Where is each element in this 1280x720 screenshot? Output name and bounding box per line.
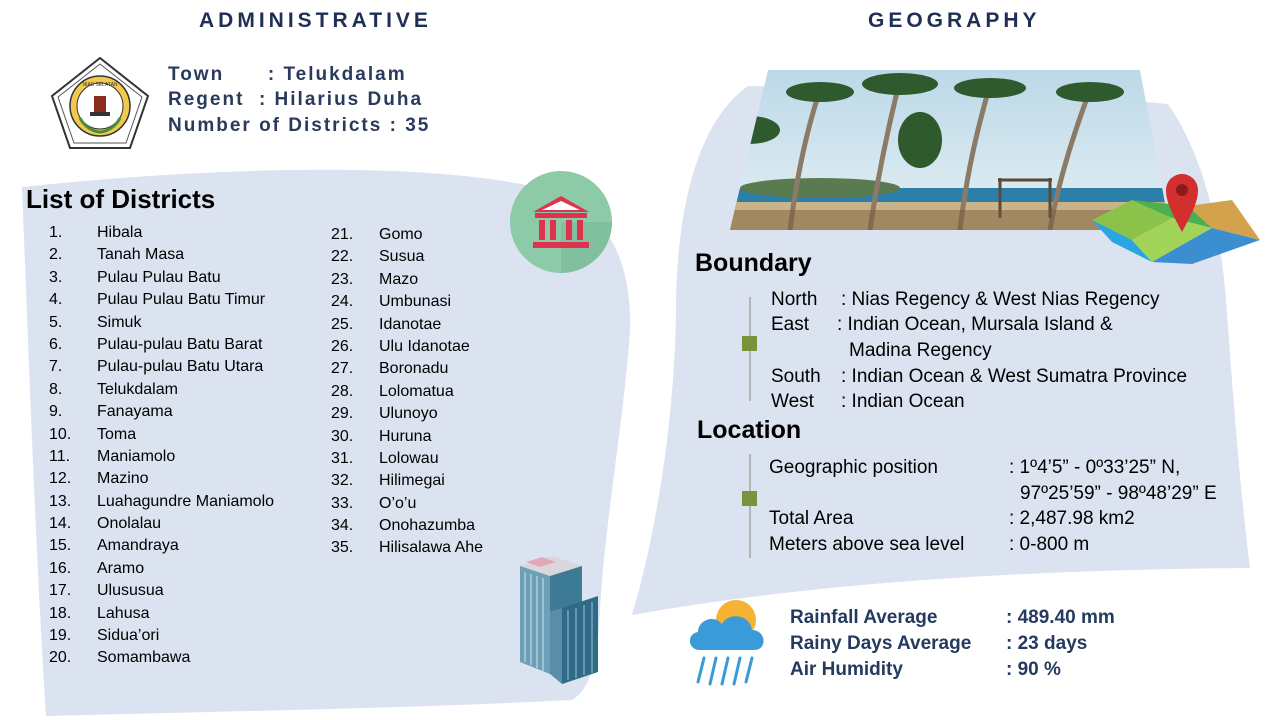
district-number: 22. bbox=[331, 248, 354, 266]
district-number: 23. bbox=[331, 270, 354, 288]
district-name: Onolalau bbox=[97, 515, 162, 533]
district-item bbox=[331, 515, 483, 537]
district-item bbox=[331, 224, 483, 246]
district-item bbox=[49, 491, 274, 513]
district-number: 32. bbox=[331, 472, 354, 490]
north-label: North bbox=[771, 289, 818, 310]
district-number: 33. bbox=[331, 494, 354, 512]
district-number: 10. bbox=[49, 425, 72, 443]
district-number: 34. bbox=[331, 517, 354, 535]
district-number: 15. bbox=[49, 537, 72, 555]
district-name: Aramo bbox=[97, 559, 145, 577]
district-name: Mazino bbox=[97, 470, 149, 488]
district-item bbox=[49, 334, 274, 356]
district-number: 24. bbox=[331, 293, 354, 311]
district-name: Onohazumba bbox=[379, 517, 476, 535]
district-number: 4. bbox=[49, 291, 63, 309]
district-item bbox=[331, 470, 483, 492]
district-name: Toma bbox=[97, 425, 137, 443]
geo-label: Geographic position bbox=[769, 457, 938, 478]
rainfall-label: Rainfall Average bbox=[790, 607, 938, 628]
rainy-days-value: : 23 days bbox=[1006, 633, 1088, 654]
district-name: Lahusa bbox=[97, 604, 150, 622]
district-number: 14. bbox=[49, 515, 72, 533]
boundary-north bbox=[771, 287, 1160, 313]
location-marker bbox=[742, 491, 757, 506]
district-name: Mazo bbox=[379, 270, 419, 288]
district-name: Sidua’ori bbox=[97, 627, 160, 645]
district-name: Maniamolo bbox=[97, 447, 176, 465]
district-item bbox=[331, 403, 483, 425]
district-item bbox=[331, 269, 483, 291]
district-number: 16. bbox=[49, 559, 72, 577]
district-item bbox=[331, 291, 483, 313]
regency-logo bbox=[50, 56, 150, 150]
district-name: Tanah Masa bbox=[97, 246, 185, 264]
district-item bbox=[331, 381, 483, 403]
district-number: 31. bbox=[331, 449, 354, 467]
district-name: Pulau Pulau Batu Timur bbox=[97, 291, 266, 309]
districts-count-line: Number of Districts : 35 bbox=[168, 115, 431, 136]
east-value-continued: Madina Regency bbox=[849, 340, 992, 361]
south-label: South bbox=[771, 366, 821, 387]
district-item bbox=[49, 647, 274, 669]
district-number: 35. bbox=[331, 539, 354, 557]
government-building-icon bbox=[509, 170, 613, 274]
humidity-value: : 90 % bbox=[1006, 659, 1061, 680]
area-value: : 2,487.98 km2 bbox=[1009, 508, 1135, 529]
district-item bbox=[49, 312, 274, 334]
district-name: Hilisalawa Ahe bbox=[379, 539, 484, 557]
district-list-right bbox=[331, 224, 483, 560]
east-value: : Indian Ocean, Mursala Island & bbox=[837, 314, 1113, 335]
rainy-days-label: Rainy Days Average bbox=[790, 633, 972, 654]
district-name: Ulususua bbox=[97, 582, 164, 600]
location-title: Location bbox=[697, 416, 802, 444]
district-item bbox=[49, 379, 274, 401]
district-name: Hibala bbox=[97, 224, 143, 241]
district-item bbox=[331, 314, 483, 336]
district-name: Susua bbox=[379, 248, 425, 266]
district-name: Amandraya bbox=[97, 537, 179, 555]
district-number: 11. bbox=[49, 447, 71, 465]
district-name: Fanayama bbox=[97, 403, 173, 421]
district-number: 8. bbox=[49, 380, 63, 398]
district-name: Umbunasi bbox=[379, 293, 452, 311]
district-number: 18. bbox=[49, 604, 72, 622]
district-name: Pulau Pulau Batu bbox=[97, 268, 221, 286]
district-name: Telukdalam bbox=[97, 380, 178, 398]
area-label: Total Area bbox=[769, 508, 854, 529]
boundary-east bbox=[771, 312, 1113, 338]
district-name: Huruna bbox=[379, 427, 432, 445]
district-item bbox=[49, 244, 274, 266]
district-item bbox=[49, 356, 274, 378]
district-number: 13. bbox=[49, 492, 72, 510]
administrative-heading: ADMINISTRATIVE bbox=[199, 9, 432, 32]
district-item bbox=[331, 537, 483, 559]
district-number: 28. bbox=[331, 382, 354, 400]
list-of-districts-title: List of Districts bbox=[26, 184, 216, 214]
district-item bbox=[49, 267, 274, 289]
district-name: Ulu Idanotae bbox=[379, 337, 470, 355]
district-item bbox=[49, 558, 274, 580]
district-item bbox=[49, 603, 274, 625]
logo-text: NIAS SELATAN bbox=[82, 82, 118, 88]
district-number: 12. bbox=[49, 470, 72, 488]
location-geographic bbox=[769, 455, 1180, 481]
district-item bbox=[49, 625, 274, 647]
district-number: 2. bbox=[49, 246, 63, 264]
district-item bbox=[331, 358, 483, 380]
district-number: 30. bbox=[331, 427, 354, 445]
district-name: Hilimegai bbox=[379, 472, 445, 490]
district-name: Lolowau bbox=[379, 449, 439, 467]
district-number: 9. bbox=[49, 403, 63, 421]
boundary-marker bbox=[742, 336, 757, 351]
district-name: Somambawa bbox=[97, 649, 191, 667]
map-pin-icon bbox=[1092, 170, 1262, 270]
location-area bbox=[769, 506, 1135, 532]
rain-cloud-sun-icon bbox=[684, 598, 774, 690]
district-item bbox=[49, 289, 274, 311]
district-name: Simuk bbox=[97, 313, 142, 331]
town-line: Town : Telukdalam bbox=[168, 64, 407, 85]
district-name: O’o’u bbox=[379, 494, 417, 512]
regent-line: Regent : Hilarius Duha bbox=[168, 89, 424, 110]
boundary-south bbox=[771, 364, 1187, 390]
humidity-label: Air Humidity bbox=[790, 659, 903, 680]
district-item bbox=[49, 424, 274, 446]
rainfall-value: : 489.40 mm bbox=[1006, 607, 1115, 628]
district-item bbox=[49, 468, 274, 490]
district-name: Boronadu bbox=[379, 360, 449, 378]
rainfall-average bbox=[790, 607, 1115, 629]
district-item bbox=[331, 493, 483, 515]
district-item bbox=[331, 426, 483, 448]
east-label: East bbox=[771, 314, 810, 335]
geo-value-continued: 97º25’59” - 98º48’29” E bbox=[1020, 483, 1217, 504]
district-number: 17. bbox=[49, 582, 72, 600]
district-item bbox=[49, 535, 274, 557]
elevation-value: : 0-800 m bbox=[1009, 534, 1090, 555]
district-number: 20. bbox=[49, 649, 72, 667]
rainy-days-average bbox=[790, 633, 1087, 655]
district-item bbox=[331, 246, 483, 268]
location-elevation bbox=[769, 532, 1089, 558]
district-name: Lolomatua bbox=[379, 382, 454, 400]
location-divider bbox=[749, 454, 751, 558]
district-name: Pulau-pulau Batu Barat bbox=[97, 335, 263, 353]
west-label: West bbox=[771, 391, 814, 412]
district-number: 21. bbox=[331, 226, 354, 243]
district-number: 7. bbox=[49, 358, 63, 376]
district-name: Idanotae bbox=[379, 315, 442, 333]
office-building-icon bbox=[512, 552, 602, 686]
district-name: Ulunoyo bbox=[379, 405, 438, 423]
north-value: : Nias Regency & West Nias Regency bbox=[841, 289, 1160, 310]
district-number: 1. bbox=[49, 224, 63, 241]
district-number: 25. bbox=[331, 315, 354, 333]
district-number: 3. bbox=[49, 268, 63, 286]
district-number: 6. bbox=[49, 335, 63, 353]
elevation-label: Meters above sea level bbox=[769, 534, 965, 555]
district-number: 29. bbox=[331, 405, 354, 423]
district-item bbox=[331, 448, 483, 470]
district-item bbox=[331, 336, 483, 358]
district-item bbox=[49, 513, 274, 535]
west-value: : Indian Ocean bbox=[841, 391, 965, 412]
district-item bbox=[49, 401, 274, 423]
geo-value: : 1º4’5” - 0º33’25” N, bbox=[1009, 457, 1181, 478]
air-humidity bbox=[790, 659, 1061, 681]
district-name: Pulau-pulau Batu Utara bbox=[97, 358, 264, 376]
south-value: : Indian Ocean & West Sumatra Province bbox=[841, 366, 1188, 387]
district-item bbox=[49, 580, 274, 602]
district-number: 5. bbox=[49, 313, 63, 331]
district-number: 19. bbox=[49, 627, 72, 645]
boundary-title: Boundary bbox=[695, 249, 812, 277]
district-item bbox=[49, 446, 274, 468]
district-list-left bbox=[49, 222, 274, 670]
district-item bbox=[49, 222, 274, 244]
boundary-west bbox=[771, 389, 965, 415]
district-number: 27. bbox=[331, 360, 354, 378]
district-name: Luahagundre Maniamolo bbox=[97, 492, 275, 510]
district-number: 26. bbox=[331, 337, 354, 355]
geography-heading: GEOGRAPHY bbox=[868, 9, 1041, 32]
district-name: Gomo bbox=[379, 226, 423, 243]
